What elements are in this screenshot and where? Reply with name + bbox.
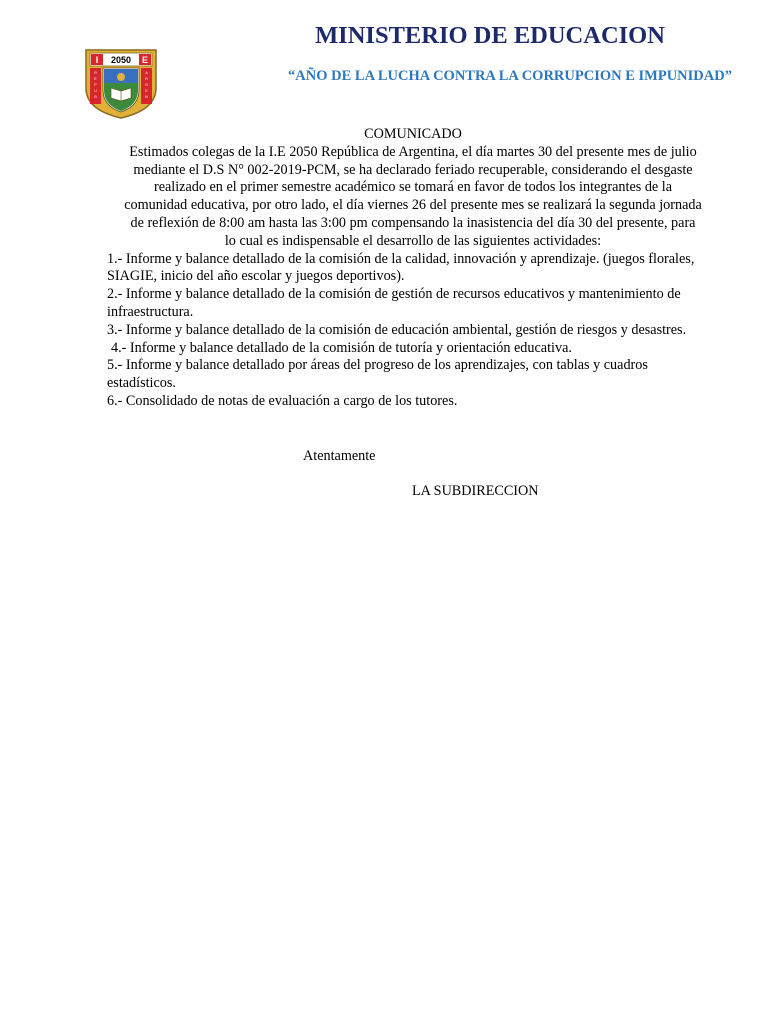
activity-item-6: 6.- Consolidado de notas de evaluación a cargo de los tutores.: [107, 392, 458, 409]
signature-block: LA SUBDIRECCION: [412, 483, 539, 499]
svg-text:P: P: [94, 83, 97, 87]
svg-text:B: B: [94, 95, 97, 99]
svg-text:G: G: [145, 83, 148, 87]
crest-number: 2050: [110, 55, 132, 65]
activity-item-5: 5.- Informe y balance detallado por áreas del progreso de los aprendizajes, con tablas y cuadros estadísticos.: [107, 357, 648, 392]
document-heading: COMUNICADO: [364, 126, 462, 142]
intro-line-6: lo cual es indispensable el desarrollo de las siguientes actividades:: [224, 232, 602, 249]
crest-left-letter: I: [95, 55, 99, 65]
document-body: [107, 126, 719, 411]
crest-icon: [82, 44, 160, 120]
svg-text:A: A: [145, 71, 148, 75]
svg-text:E: E: [94, 77, 97, 81]
intro-line-5: de reflexión de 8:00 am hasta las 3:00 pm compensando la inasistencia del día 30 del presente, para: [130, 214, 696, 231]
svg-text:R: R: [94, 71, 97, 75]
activity-item-2: 2.- Informe y balance detallado de la comisión de gestión de recursos educativos y mantenimiento de infraestructura.: [107, 286, 681, 320]
activity-item-1: 1.- Informe y balance detallado de la comisión de la calidad, innovación y aprendizaje. (juegos florales, SIAGIE, inicio del año escolar y juegos deportivos).: [107, 250, 695, 285]
year-motto: “AÑO DE LA LUCHA CONTRA LA CORRUPCION E IMPUNIDAD”: [288, 68, 732, 84]
ministry-title: MINISTERIO DE EDUCACION: [315, 22, 665, 49]
crest-right-letter: E: [141, 55, 149, 65]
crest-sun: [117, 73, 125, 81]
activity-item-4: 4.- Informe y balance detallado de la comisión de tutoría y orientación educativa.: [111, 339, 572, 356]
svg-text:R: R: [145, 77, 148, 81]
intro-line-4: comunidad educativa, por otro lado, el día viernes 26 del presente mes se realizará la segunda jornada: [124, 197, 702, 214]
svg-text:E: E: [145, 89, 148, 93]
intro-line-3: realizado en el primer semestre académico se tomará en favor de todos los integrantes de la: [153, 179, 673, 196]
intro-line-1: Estimados colegas de la I.E 2050 República de Argentina, el día martes 30 del presente mes de julio: [129, 143, 697, 160]
svg-text:U: U: [94, 89, 97, 93]
svg-text:N: N: [145, 95, 148, 99]
closing-salutation: Atentamente: [303, 448, 376, 464]
activity-item-3: 3.- Informe y balance detallado de la comisión de educación ambiental, gestión de riesgos y desastres.: [107, 321, 687, 338]
school-crest-logo: [82, 44, 160, 120]
intro-line-2: mediante el D.S N° 002-2019-PCM, se ha declarado feriado recuperable, considerando el desgaste: [133, 161, 693, 178]
